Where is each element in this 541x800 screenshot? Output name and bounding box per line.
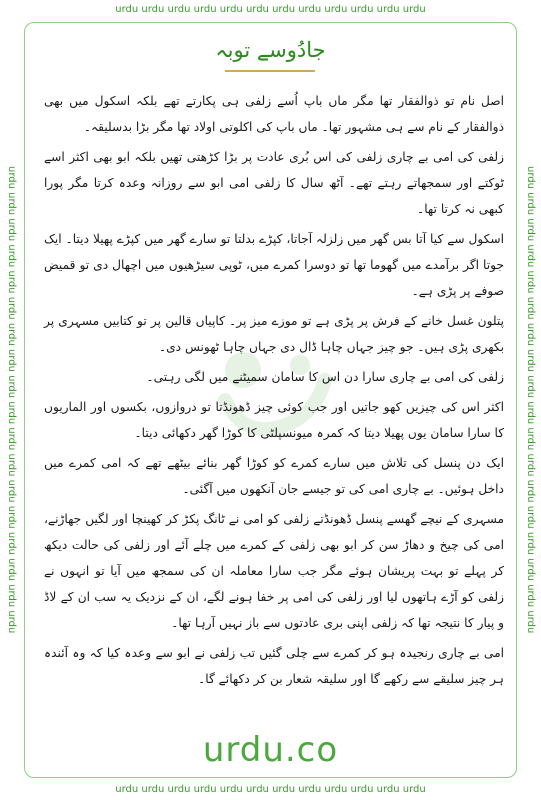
decorative-border-top: urdu urdu urdu urdu urdu urdu urdu urdu urdu urdu urdu urdu	[115, 4, 426, 15]
article-paragraph: اکثر اس کی چیزیں کھو جاتیں اور جب کوئی چیز ڈھونڈتا تو دروازوں، بکسوں اور الماریوں کا سارا سامان یوں پھیلا دیتا کہ کمرہ میونسپلٹی کا کوڑا گھر دکھائی دیتا۔	[44, 400, 504, 440]
decorative-border-left: urdu urdu urdu urdu urdu urdu urdu urdu urdu urdu urdu urdu urdu urdu urdu urdu urdu urdu	[6, 166, 17, 634]
article-paragraph: امی بے چاری رنجیدہ ہو کر کمرے سے چلی گئیں تب زلفی نے ابو سے وعدہ کیا کہ وہ آئندہ ہر چیز سلیقے سے رکھے گا اور سلیقہ شعار بن کر دکھائے گا۔	[44, 646, 504, 686]
article-paragraph: اسکول سے کیا آتا بس گھر میں زلزلہ آجاتا، کپڑے بدلتا تو سارے گھر میں کپڑے پھیلا دیتا۔ ایک جوتا اگر برآمدے میں گھوما تھا تو دوسرا کمرے میں، ٹوپی سیڑھیوں میں اچھال دی تو قمیض صوفے پر پڑی ہے۔	[44, 232, 504, 298]
article-paragraph: زلفی کی امی بے چاری زلفی کی اس بُری عادت پر بڑا کڑھتی تھیں بلکہ ابو بھی اکثر اسے ٹوکتے اور سمجھاتے رہتے تھے۔ آٹھ سال کا زلفی امی ابو سے روزانہ وعدہ کرتا مگر پورا کبھی نہ کرتا تھا۔	[44, 150, 504, 216]
title-underline	[225, 70, 315, 72]
article-title: جادُوسے توبہ	[215, 38, 326, 62]
decorative-border-right: urdu urdu urdu urdu urdu urdu urdu urdu urdu urdu urdu urdu urdu urdu urdu urdu urdu urdu	[525, 166, 536, 634]
article-paragraph: پتلون غسل خانے کے فرش پر پڑی ہے تو موزے میز پر۔ کاپیاں قالین پر تو کتابیں مسہری پر بکھری پڑی ہیں۔ جو چیز جہاں چاہا ڈال دی جہاں چاہا ٹھونس دی۔	[44, 314, 504, 354]
article-paragraph: اصل نام تو ذوالفقار تھا مگر ماں باپ اُسے زلفی ہی پکارتے تھے بلکہ اسکول میں بھی ذوالفقار کے نام سے ہی مشہور تھا۔ ماں باپ کی اکلوتی اولاد تھا مگر بڑا بدسلیقہ۔	[44, 94, 504, 134]
article-paragraph: ایک دن پنسل کی تلاش میں سارے کمرے کو کوڑا گھر بنائے بیٹھے تھے کہ امی کمرے میں داخل ہوئیں۔ بے چاری امی کی تو جیسے جان آنکھوں میں آگئی۔	[44, 456, 504, 496]
site-footer-link[interactable]: urdu.co	[202, 730, 339, 770]
article-paragraph: مسہری کے نیچے گھسے پنسل ڈھونڈتے زلفی کو امی نے ٹانگ پکڑ کر کھینچا اور لگیں جھاڑنے، امی کی چیخ و دھاڑ سن کر ابو بھی زلفی کے کمرے میں چلے آئے اور زلفی کی حالت دیکھ کر پہلے تو بہت پریشان ہوئے مگر جب سارا معاملہ ان کی سمجھ میں آیا تو انہوں نے زلفی کو آڑے ہاتھوں لیا اور زلفی کی امی پر خفا ہونے لگے، ان کے نزدیک یہ سب ان کے لاڈ و پیار کا نتیجہ تھا کہ زلفی اپنی بری عادتوں سے باز نہیں آرہا تھا۔	[44, 512, 504, 630]
decorative-border-bottom: urdu urdu urdu urdu urdu urdu urdu urdu urdu urdu urdu urdu	[115, 784, 426, 795]
article-paragraph: زلفی کی امی بے چاری سارا دن اس کا سامان سمیٹنے میں لگی رہتی۔	[146, 370, 504, 384]
article-body	[44, 88, 504, 696]
